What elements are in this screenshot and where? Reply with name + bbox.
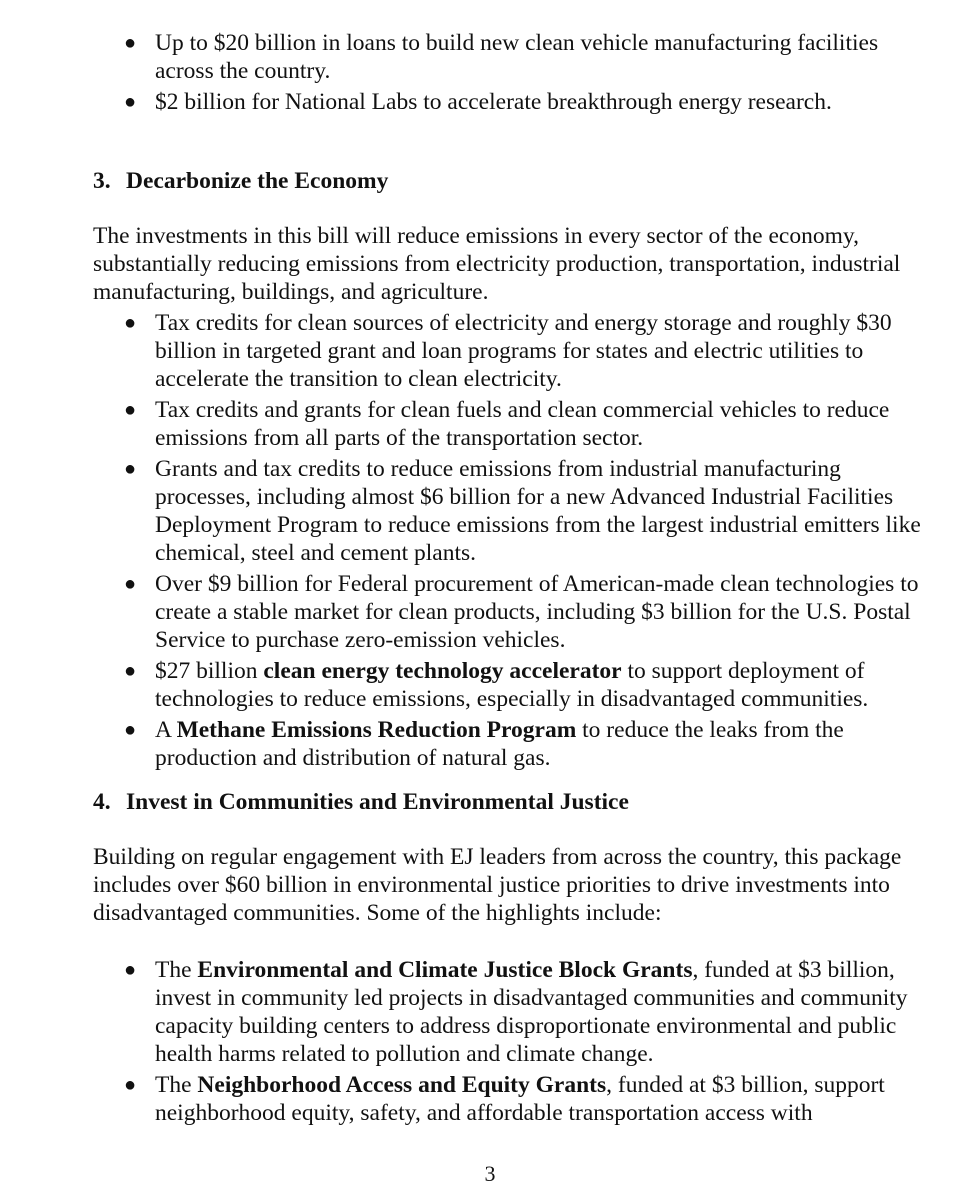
list-item xyxy=(0,657,980,713)
bullet-icon: ● xyxy=(124,1074,137,1096)
list-item xyxy=(0,455,980,567)
list-item xyxy=(0,716,980,772)
list-item xyxy=(0,956,980,1068)
section-4-heading xyxy=(93,788,629,816)
list-item-text: , funded at $3 billion, invest in community led projects in disadvantaged communities and community capacity building centers to address disproportionate environmental and public health harms related to pollution and climate change. xyxy=(155,957,908,1067)
list-item xyxy=(0,570,980,654)
list-item xyxy=(0,88,980,116)
bullet-icon: ● xyxy=(124,660,137,682)
section-3-heading xyxy=(93,167,388,195)
top-bullet-list xyxy=(0,29,980,116)
section-title: Decarbonize the Economy xyxy=(126,168,389,194)
list-item xyxy=(0,29,980,85)
list-item-text: The xyxy=(155,957,198,983)
bullet-icon: ● xyxy=(124,719,137,741)
list-item xyxy=(0,309,980,393)
section-title: Invest in Communities and Environmental Justice xyxy=(126,789,629,815)
page-number: 3 xyxy=(484,1161,496,1186)
list-item-bold-text: clean energy technology accelerator xyxy=(263,658,622,684)
section-4-bullet-list xyxy=(0,956,980,1127)
list-item-text: to reduce the leaks from the production and distribution of natural gas. xyxy=(155,717,844,771)
list-item-bold-text: Environmental and Climate Justice Block Grants xyxy=(197,957,693,983)
section-3-intro: The investments in this bill will reduce emissions in every sector of the economy, substantially reducing emissions from electricity production, transportation, industrial manufacturing, buildings, and agriculture. xyxy=(93,223,901,305)
list-item-text: $2 billion for National Labs to accelerate breakthrough energy research. xyxy=(155,89,832,115)
bullet-icon: ● xyxy=(124,399,137,421)
list-item-text: Tax credits for clean sources of electricity and energy storage and roughly $30 billion in targeted grant and loan programs for states and electric utilities to accelerate the transition to clean electricity. xyxy=(155,310,892,392)
list-item-text: , funded at $3 billion, support neighborhood equity, safety, and affordable transportation access with xyxy=(155,1072,885,1126)
list-item-bold-text: Methane Emissions Reduction Program xyxy=(176,717,577,743)
bullet-icon: ● xyxy=(124,32,137,54)
section-number: 4. xyxy=(93,789,111,815)
list-item-text: A xyxy=(155,717,177,743)
bullet-icon: ● xyxy=(124,959,137,981)
section-number: 3. xyxy=(93,168,111,194)
bullet-icon: ● xyxy=(124,573,137,595)
list-item-text: Grants and tax credits to reduce emissions from industrial manufacturing processes, including almost $6 billion for a new Advanced Industrial Facilities Deployment Program to reduce emissions from the largest industrial emitters like chemical, steel and cement plants. xyxy=(155,456,921,566)
list-item xyxy=(0,396,980,452)
bullet-icon: ● xyxy=(124,91,137,113)
list-item-text: to support deployment of technologies to reduce emissions, especially in disadvantaged communities. xyxy=(155,658,869,712)
bullet-icon: ● xyxy=(124,312,137,334)
list-item-bold-text: Neighborhood Access and Equity Grants xyxy=(197,1072,607,1098)
list-item-text: Over $9 billion for Federal procurement of American-made clean technologies to create a stable market for clean products, including $3 billion for the U.S. Postal Service to purchase zero-emission vehicles. xyxy=(155,571,919,653)
list-item-text: The xyxy=(155,1072,198,1098)
section-3-bullet-list xyxy=(0,309,980,772)
section-4-intro: Building on regular engagement with EJ leaders from across the country, this package includes over $60 billion in environmental justice priorities to drive investments into disadvantaged communities. Some of the highlights include: xyxy=(93,844,902,926)
list-item-text: $27 billion xyxy=(155,658,264,684)
list-item-text: Tax credits and grants for clean fuels and clean commercial vehicles to reduce emissions from all parts of the transportation sector. xyxy=(155,397,890,451)
bullet-icon: ● xyxy=(124,458,137,480)
list-item-text: Up to $20 billion in loans to build new clean vehicle manufacturing facilities across the country. xyxy=(155,30,879,84)
list-item xyxy=(0,1071,980,1127)
